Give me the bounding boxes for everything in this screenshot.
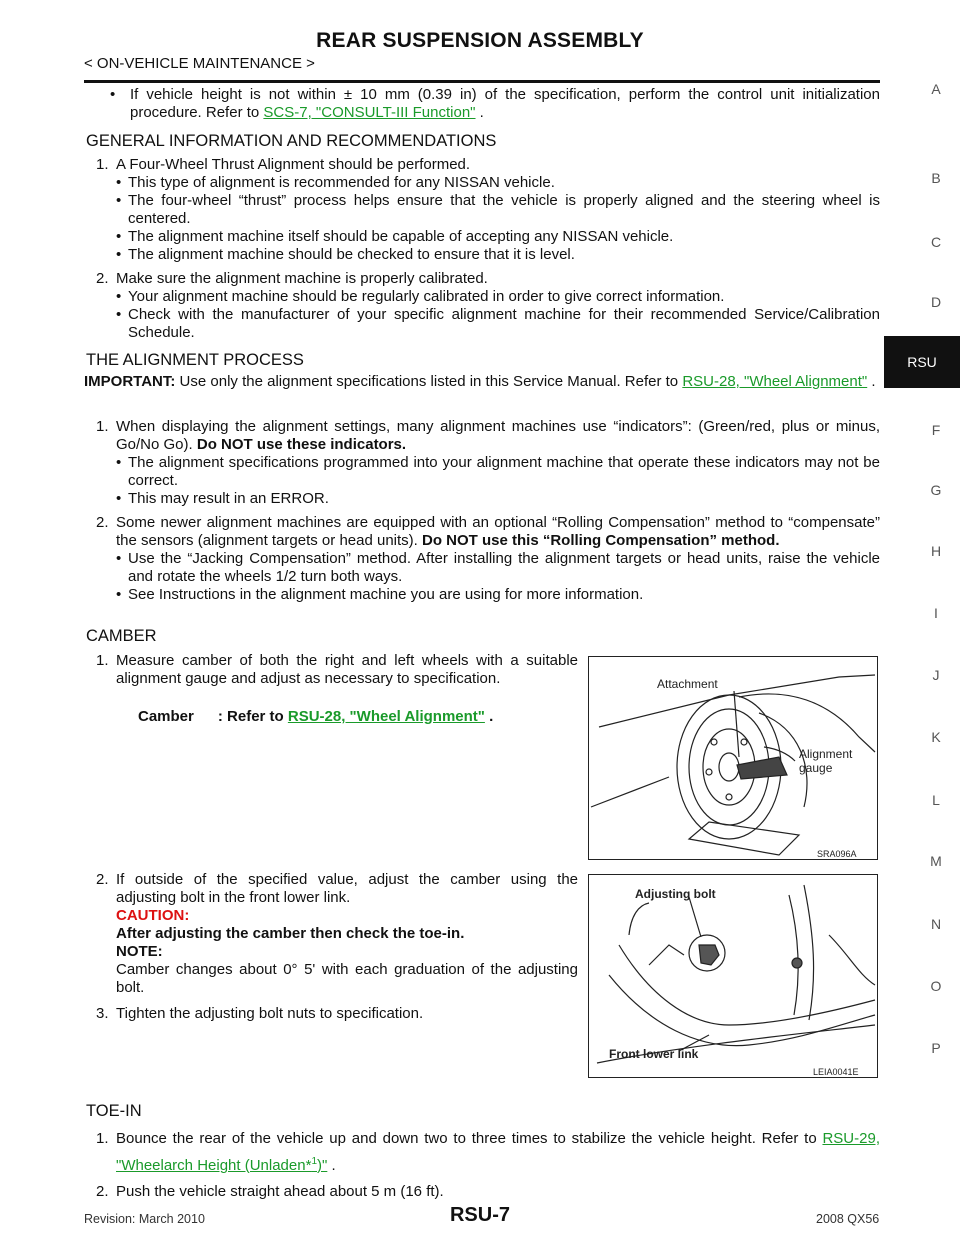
side-tab-i[interactable]: I — [934, 605, 938, 621]
camber-spec: Camber : Refer to RSU-28, "Wheel Alignment" . — [138, 708, 494, 725]
heading-general-information: GENERAL INFORMATION AND RECOMMENDATIONS — [86, 132, 497, 150]
process-list — [96, 418, 880, 604]
heading-toe-in: TOE-IN — [86, 1102, 142, 1120]
label-front-lower-link: Front lower link — [609, 1047, 699, 1061]
heading-alignment-process: THE ALIGNMENT PROCESS — [86, 351, 304, 369]
list-item: • The alignment specifications programmed into your alignment machine that operate these indicators may not be correct. — [116, 454, 880, 489]
list-item: • This type of alignment is recommended for any NISSAN vehicle. — [116, 174, 555, 191]
link-rsu-28[interactable]: RSU-28, "Wheel Alignment" — [682, 373, 868, 390]
list-item: • The alignment machine itself should be capable of accepting any NISSAN vehicle. — [116, 228, 674, 245]
intro-bullet: • If vehicle height is not within ± 10 mm (0.39 in) of the specification, perform the control unit initialization procedure. Refer to SCS-7, "CONSULT-III Function" . — [110, 86, 880, 121]
heading-camber: CAMBER — [86, 627, 157, 645]
figure-alignment-gauge — [588, 656, 878, 860]
list-item: 1. Bounce the rear of the vehicle up and down two to three times to stabilize the vehicle height. Refer to RSU-29, "Wheelarch Height (Unladen*$^1$)" . — [96, 1130, 880, 1174]
general-list — [96, 156, 880, 342]
side-tab-n[interactable]: N — [930, 916, 942, 932]
note-label: NOTE: — [116, 943, 163, 960]
side-tab-k[interactable]: K — [931, 729, 941, 745]
list-item: 2. Some newer alignment machines are equipped with an optional “Rolling Compensation” method to “compensate” the sensors (alignment targets or head units). Do NOT use this “Rolling Compensation” method. — [96, 514, 880, 549]
label-attachment: Attachment — [657, 677, 718, 691]
section-subtitle: < ON-VEHICLE MAINTENANCE > — [84, 55, 315, 72]
list-item: • Your alignment machine should be regularly calibrated in order to give correct information. — [116, 288, 725, 305]
label-adjusting-bolt: Adjusting bolt — [635, 887, 716, 901]
list-item: • The alignment machine should be checked to ensure that it is level. — [116, 246, 575, 263]
list-item: • The four-wheel “thrust” process helps ensure that the vehicle is properly aligned and the steering wheel is centered. — [116, 192, 880, 227]
camber-step-1: 1. Measure camber of both the right and left wheels with a suitable alignment gauge and adjust as necessary to specification. — [96, 652, 578, 687]
side-tab-m[interactable]: M — [930, 853, 942, 869]
footer-page-number: RSU-7 — [449, 1204, 510, 1226]
footer-model: 2008 QX56 — [816, 1212, 880, 1226]
side-tab-a[interactable]: A — [931, 81, 941, 97]
link-scs-7[interactable]: SCS-7, "CONSULT-III Function" — [263, 104, 476, 121]
side-tab-g[interactable]: G — [930, 482, 942, 498]
side-tab-j[interactable]: J — [932, 667, 940, 683]
note-text: Camber changes about 0° 5' with each graduation of the adjusting bolt. — [116, 961, 578, 996]
list-item: • This may result in an ERROR. — [116, 490, 329, 507]
header-rule — [84, 80, 880, 83]
link-rsu-29[interactable]: RSU-29, "Wheelarch Height (Unladen*$^1$)" — [116, 1130, 880, 1174]
side-tab-l[interactable]: L — [932, 792, 940, 808]
side-tab-p[interactable]: P — [931, 1040, 941, 1056]
list-item: • See Instructions in the alignment machine you are using for more information. — [116, 586, 644, 603]
list-item: 2. Make sure the alignment machine is properly calibrated. — [96, 270, 488, 287]
list-item: 3. Tighten the adjusting bolt nuts to specification. — [96, 1005, 424, 1022]
side-tab-c[interactable]: C — [930, 234, 942, 250]
side-tab-d[interactable]: D — [930, 294, 942, 310]
caution-label: CAUTION: — [116, 907, 190, 924]
side-tab-f[interactable]: F — [931, 422, 941, 438]
page-title: REAR SUSPENSION ASSEMBLY — [316, 29, 644, 52]
list-item: 1. When displaying the alignment settings, many alignment machines use “indicators”: (Green/red, plus or minus, Go/No Go). Do NOT use these indicators. — [96, 418, 880, 453]
link-rsu-28-spec[interactable]: RSU-28, "Wheel Alignment" — [287, 708, 485, 725]
figure-code: SRA096A — [817, 849, 857, 859]
toein-list — [96, 1127, 880, 1201]
side-tab-o[interactable]: O — [930, 978, 942, 994]
important-note: IMPORTANT: Use only the alignment specifications listed in this Service Manual. Refer to RSU-28, "Wheel Alignment" . — [84, 373, 876, 390]
side-tab-rsu-active[interactable]: RSU — [884, 336, 960, 388]
list-item: • Use the “Jacking Compensation” method. After installing the alignment targets or head units, raise the vehicle and rotate the wheels 1/2 turn both ways. — [116, 550, 880, 585]
footer-revision: Revision: March 2010 — [84, 1212, 205, 1226]
caution-text: After adjusting the camber then check the toe-in. — [116, 925, 465, 942]
side-tab-b[interactable]: B — [931, 170, 941, 186]
figure-code: LEIA0041E — [813, 1067, 859, 1077]
list-item: 2. Push the vehicle straight ahead about 5 m (16 ft). — [96, 1183, 444, 1200]
figure-adjusting-bolt — [588, 874, 878, 1078]
side-tab-h[interactable]: H — [930, 543, 942, 559]
label-gauge: gauge — [799, 761, 833, 775]
list-item: 1. A Four-Wheel Thrust Alignment should be performed. — [96, 156, 471, 173]
list-item: • Check with the manufacturer of your specific alignment machine for their recommended Service/Calibration Schedule. — [116, 306, 880, 341]
list-item: 2. If outside of the specified value, adjust the camber using the adjusting bolt in the front lower link. — [96, 871, 578, 906]
label-alignment: Alignment — [799, 747, 853, 761]
camber-steps — [96, 871, 578, 1023]
